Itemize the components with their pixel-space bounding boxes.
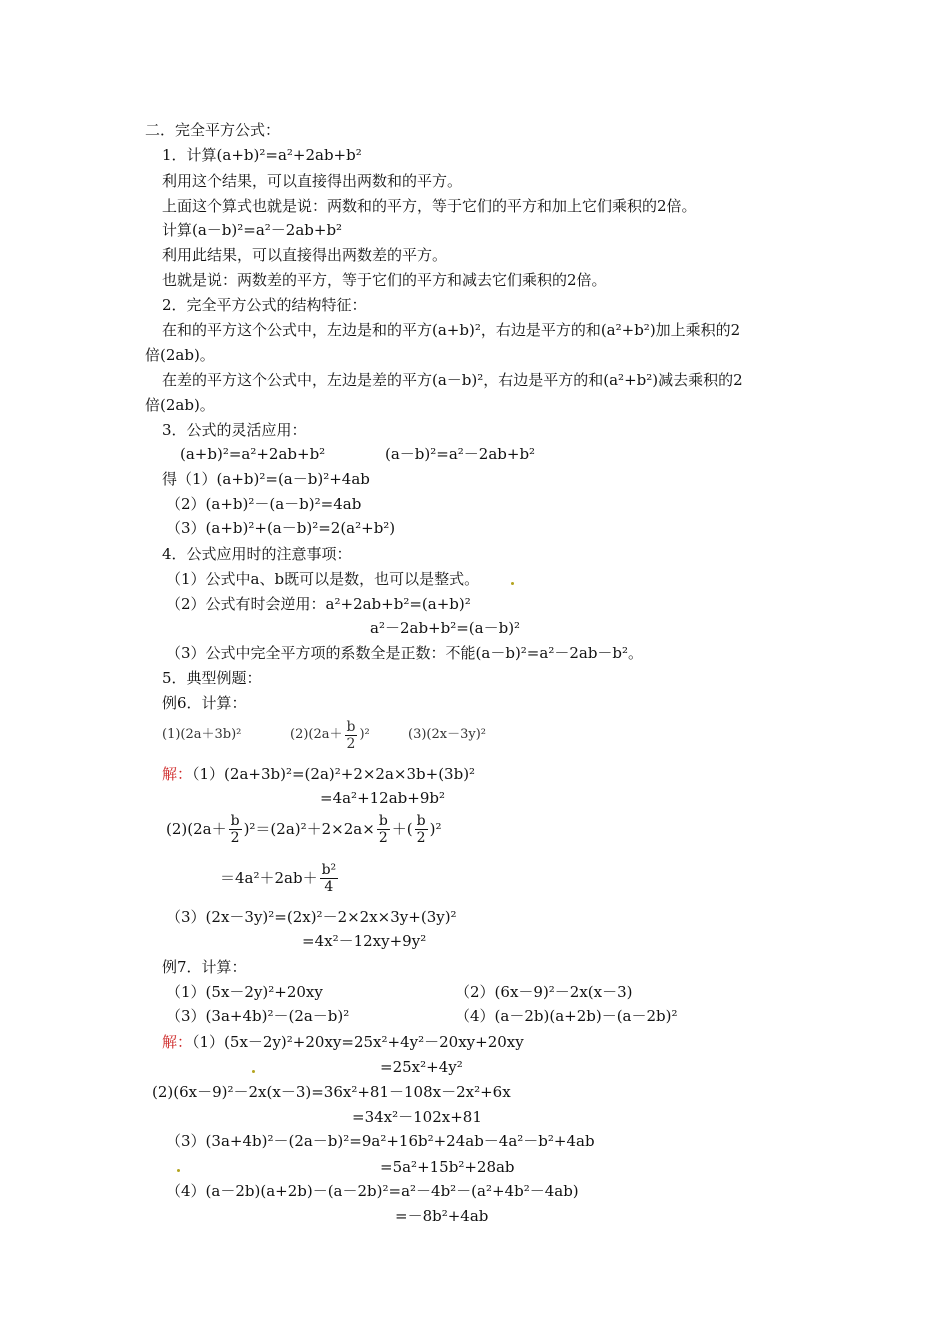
fraction-denominator: 4 — [324, 878, 334, 895]
s2-para1-line2: 倍(2ab)。 — [145, 346, 215, 364]
fraction-numerator: b — [416, 812, 426, 829]
ex6-sol3-result: =4x²－12xy+9y² — [302, 932, 427, 950]
ex6-sol1-result: =4a²+12ab+9b² — [320, 789, 445, 807]
ex7-q4: （4）(a－2b)(a+2b)－(a－2b)² — [455, 1007, 678, 1025]
ex6-sol2-result-text: ＝4a²＋2ab＋ — [220, 869, 318, 887]
s3-head: 3．公式的灵活应用： — [162, 421, 307, 439]
ex7-sol4-result: =－8b²+4ab — [395, 1207, 489, 1225]
s2-para2-line1: 在差的平方这个公式中，左边是差的平方(a－b)²，右边是平方的和(a²+b²)减去乘积的2 — [162, 371, 743, 389]
speck-mark — [177, 1169, 180, 1172]
ex7-sol1-result: =25x²+4y² — [380, 1058, 463, 1076]
fraction-denominator: 2 — [230, 829, 240, 846]
fraction-numerator: b — [230, 812, 240, 829]
ex6-sol2-frac-2 — [377, 813, 390, 846]
fraction-denominator: 2 — [346, 735, 356, 752]
s1-formula: (a+b)²=a²+2ab+b² — [216, 146, 362, 164]
ex6-q1: (1)(2a＋3b)² — [162, 727, 242, 742]
s4-head: 4．公式应用时的注意事项： — [162, 545, 352, 563]
ex6-sol2-part-c: ＋( — [391, 820, 413, 838]
ex6-sol2-part-a: (2)(2a＋ — [166, 820, 227, 838]
s1-line3-head: 计算 — [162, 221, 193, 239]
s2-head: 2．完全平方公式的结构特征： — [162, 296, 367, 314]
s4-note2: （2）公式有时会逆用：a²+2ab+b²=(a+b)² — [166, 595, 471, 613]
speck-mark — [252, 1070, 255, 1073]
ex7-sol3-result: =5a²+15b²+28ab — [380, 1158, 515, 1176]
s4-note1: （1）公式中a、b既可以是数，也可以是整式。 — [166, 570, 480, 588]
s1-line2: 上面这个算式也就是说：两数和的平方，等于它们的平方和加上它们乘积的2倍。 — [162, 197, 697, 215]
s2-para2-line2: 倍(2ab)。 — [145, 396, 215, 414]
s1-line4: 利用此结果，可以直接得出两数差的平方。 — [162, 246, 448, 264]
ex6-q2-fraction — [345, 719, 358, 752]
fraction-denominator: 2 — [378, 829, 388, 846]
ex7-sol1 — [162, 1032, 524, 1052]
ex6-sol2 — [166, 809, 441, 849]
ex7-sol2-result: =34x²－102x+81 — [352, 1108, 482, 1126]
ex6-head: 例6．计算： — [162, 694, 247, 712]
ex6-sol2-frac-3 — [415, 813, 428, 846]
s1-line5: 也就是说：两数差的平方，等于它们的平方和减去它们乘积的2倍。 — [162, 271, 607, 289]
s4-note2-second: a²－2ab+b²=(a－b)² — [370, 619, 521, 637]
ex7-q3: （3）(3a+4b)²－(2a－b)² — [166, 1007, 350, 1025]
fraction-denominator: 2 — [416, 829, 426, 846]
ex6-sol1-text: （1）(2a+3b)²=(2a)²+2×2a×3b+(3b)² — [192, 765, 476, 783]
s3-formula-sum: (a+b)²=a²+2ab+b² — [180, 445, 326, 463]
ex7-sol4: （4）(a－2b)(a+2b)－(a－2b)²=a²－4b²－(a²+4b²－4ab) — [166, 1182, 579, 1200]
ex6-sol3: （3）(2x－3y)²=(2x)²－2×2x×3y+(3y)² — [166, 908, 457, 926]
ex7-q2: （2）(6x－9)²－2x(x－3) — [455, 983, 633, 1001]
s2-para1-line1: 在和的平方这个公式中，左边是和的平方(a+b)²，右边是平方的和(a²+b²)加上乘积的2 — [162, 321, 741, 339]
s1-head — [162, 145, 362, 165]
solution-label: 解： — [162, 1033, 193, 1051]
ex6-q3: (3)(2x－3y)² — [408, 727, 486, 742]
ex7-head: 例7．计算： — [162, 958, 247, 976]
ex6-sol2-part-d: )² — [429, 820, 442, 838]
ex6-q2-right: )² — [359, 727, 370, 742]
s1-head-text: 1．计算 — [162, 146, 217, 164]
s4-note3: （3）公式中完全平方项的系数全是正数：不能(a－b)²=a²－2ab－b²。 — [166, 644, 644, 662]
s1-line3 — [162, 220, 342, 240]
ex7-q1: （1）(5x－2y)²+20xy — [166, 983, 323, 1001]
ex7-sol1-text: （1）(5x－2y)²+20xy=25x²+4y²－20xy+20xy — [192, 1033, 524, 1051]
fraction-numerator: b² — [321, 861, 337, 878]
s5-head: 5．典型例题： — [162, 669, 262, 687]
solution-label: 解： — [162, 765, 193, 783]
ex6-q2-left: (2)(2a＋ — [290, 727, 343, 742]
ex6-sol2-frac-1 — [229, 813, 242, 846]
s3-derived-2: （2）(a+b)²－(a－b)²=4ab — [166, 495, 362, 513]
section-title: 二．完全平方公式： — [145, 121, 281, 139]
ex6-sol2-part-b: )²＝(2a)²＋2×2a× — [243, 820, 375, 838]
ex7-sol2: (2)(6x－9)²－2x(x－3)=36x²+81－108x－2x²+6x — [152, 1083, 511, 1101]
fraction-numerator: b — [346, 718, 356, 735]
speck-mark — [511, 582, 514, 585]
ex6-sol1 — [162, 764, 475, 784]
s1-line3-formula: (a－b)²=a²－2ab+b² — [192, 221, 343, 239]
fraction-numerator: b — [378, 812, 388, 829]
ex6-sol2-result — [220, 858, 340, 898]
s3-formula-diff: (a－b)²=a²－2ab+b² — [385, 445, 536, 463]
ex6-q2 — [290, 715, 370, 755]
ex7-sol3: （3）(3a+4b)²－(2a－b)²=9a²+16b²+24ab－4a²－b²+4ab — [166, 1132, 595, 1150]
ex6-sol2-frac-4 — [320, 862, 339, 895]
s3-derived-1: 得（1）(a+b)²=(a－b)²+4ab — [162, 470, 370, 488]
s3-derived-3: （3）(a+b)²+(a－b)²=2(a²+b²) — [166, 519, 396, 537]
s1-line1: 利用这个结果，可以直接得出两数和的平方。 — [162, 172, 463, 190]
